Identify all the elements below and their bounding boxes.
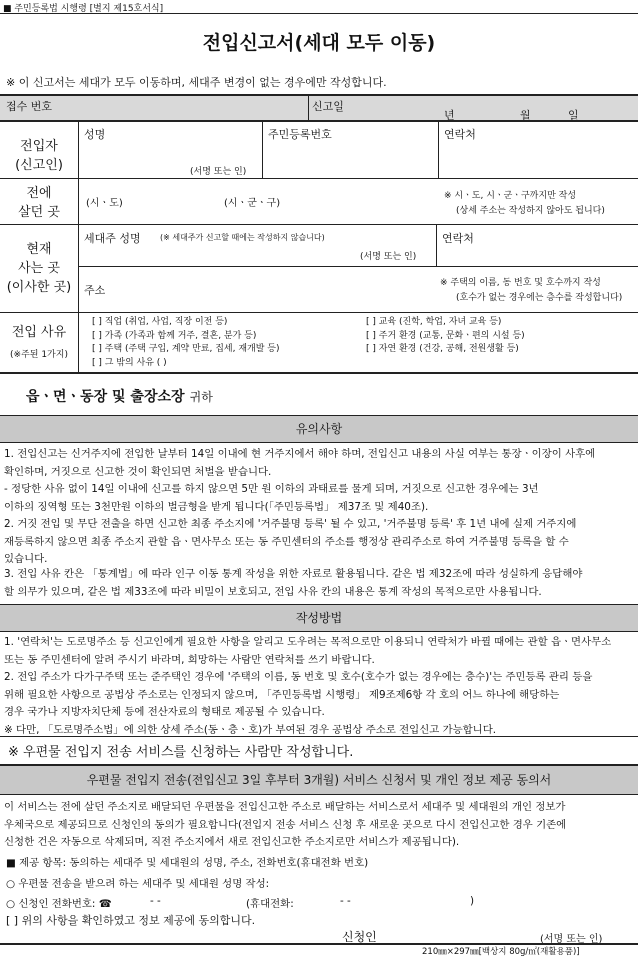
caution-item-1: 1. 전입신고는 신거주지에 전입한 날부터 14일 이내에 현 거주지에서 해야 하며, 전입신고 내용의 사실 여부는 통장ㆍ이장이 사후에 확인하며, 거짓으로 신고한 것이 확인되면 처벌을 받습니다. [4, 448, 596, 478]
household-head-field[interactable] [80, 244, 434, 266]
date-day-unit: 일 [568, 109, 579, 122]
date-month-unit: 월 [520, 109, 531, 122]
consent-checkbox[interactable]: [ ] 위의 사항을 확인하였고 정보 제공에 동의합니다. [6, 914, 256, 927]
reporter-label: 전입자 (신고인) [15, 139, 63, 173]
current-contact-label: 연락처 [442, 232, 474, 245]
household-head-note: (※ 세대주가 신고할 때에는 작성하지 않습니다) [160, 233, 325, 242]
provided-items: ■ 제공 항목: 동의하는 세대주 및 세대원의 성명, 주소, 전화번호(휴대전화 번호) [6, 857, 369, 869]
current-contact-field[interactable] [438, 244, 636, 266]
applicant-label: 신청인 [342, 930, 377, 944]
reason-option-other[interactable]: [ ] 그 밖의 사유 ( ) [92, 357, 167, 368]
current-address-field[interactable] [80, 268, 430, 310]
reporter-contact-field[interactable] [440, 140, 636, 176]
reporter-name-label: 성명 [84, 128, 106, 141]
applicant-sign-field[interactable] [390, 926, 535, 942]
reason-options-left [92, 316, 279, 370]
recipients-label: ○ 우편물 전송을 받으려 하는 세대주 및 세대원 성명 작성: [6, 878, 270, 890]
caution-item-2: 2. 거짓 전입 및 무단 전출을 하면 신고한 최종 주소지에 '거주불명 등록' 될 수 있고, '거주불명 등록' 후 1년 내에 실제 거주지에 재등록하지 않으면 최종 주소지 관할 읍ㆍ면사무소 또는 동 주민센터의 주소를 행정상 관리주소로 하여 거주불명 등록을 할 수 있습니다. [4, 518, 577, 565]
paper-spec: 210㎜×297㎜[백상지 80g/㎡(재활용품)] [422, 947, 580, 957]
receipt-number-label: 접수 번호 [6, 100, 53, 113]
postal-notice: ※ 우편물 전입지 전송 서비스를 신청하는 사람만 작성합니다. [8, 745, 354, 760]
move-reason-label: 전입 사유 (※주된 1가지) [10, 325, 68, 360]
household-head-sign-hint: (서명 또는 인) [360, 252, 417, 262]
household-head-label: 세대주 성명 [84, 232, 141, 245]
page-title: 전입신고서(세대 모두 이동) [202, 32, 436, 54]
reporter-sign-hint: (서명 또는 인) [190, 167, 247, 177]
recipients-field[interactable] [310, 872, 630, 888]
phone-label: ○ 신청인 전화번호: ☎ [6, 898, 112, 910]
mobile-close: ) [470, 895, 475, 907]
current-address-note: ※ 주택의 이름, 동 번호 및 호수까지 작성 [440, 278, 601, 288]
addressee: 읍ㆍ면ㆍ동장 및 출장소장 귀하 [26, 389, 213, 405]
current-address-note-detail: (호수가 없는 경우에는 층수를 작성합니다) [456, 293, 623, 303]
cautions-title: 유의사항 [0, 415, 638, 443]
previous-sigungu: (시ㆍ군ㆍ구) [224, 198, 281, 209]
mobile-field[interactable]: - - [340, 895, 351, 907]
current-address-label: 현재 사는 곳 (이사한 곳) [6, 242, 72, 295]
method-item-1: 1. '연락처'는 도로명주소 등 신고인에게 필요한 사항을 알리고 도우려는 목적으로만 이용되니 연락처가 바뀔 때에는 관할 읍ㆍ면사무소 또는 동 주민센터에 알려 주시기 바라며, 희망하는 사람만 연락처를 쓰기 바랍니다. [4, 636, 612, 666]
method-title: 작성방법 [0, 604, 638, 632]
reason-option-natural-env[interactable]: [ ] 자연 환경 (건강, 공해, 전원생활 등) [366, 344, 519, 354]
previous-sido: (시ㆍ도) [86, 198, 123, 209]
mobile-label: (휴대전화: [246, 898, 294, 910]
reason-options-right [366, 316, 525, 357]
postal-description: 이 서비스는 전에 살던 주소지로 배달되던 우편물을 전입신고한 주소로 배달하는 서비스로서 세대주 및 세대원의 개인 정보가 우체국으로 제공되므로 신청인의 동의가 필요합니다(전입지 전송 서비스 신청 후 새로운 곳으로 다시 전입신고한 경우 기존에 신청한 건은 자동으로 삭제되며, 직전 주소지에서 새로 전입신고한 주소지로만 서비스가 제공됩니다). [4, 801, 567, 848]
method-item-2: 2. 전입 주소가 다가구주택 또는 준주택인 경우에 '주택의 이름, 동 번호 및 호수(호수가 없는 경우에는 층수)'는 주민등록 관리 등을 위해 필요한 사항으로 공법상 주소로는 인정되지 않으며, 「주민등록법 시행령」 제9조제6항 각 호의 어느 하나에 해당하는 경우 국가나 지방자치단체 등에 전산자료의 형태로 제공될 수 있습니다. ※ 다만, 「도로명주소법」에 의한 상세 주소(동ㆍ층ㆍ호)가 부여된 경우 공법상 주소로 전입신고 가능합니다. [4, 671, 593, 736]
reason-option-housing[interactable]: [ ] 주택 (주택 구입, 계약 만료, 집세, 재개발 등) [92, 344, 280, 354]
applicant-sign-hint: (서명 또는 인) [540, 934, 603, 945]
date-year-unit: 년 [444, 109, 455, 122]
reporter-rrn-label: 주민등록번호 [268, 128, 332, 141]
reason-option-job[interactable]: [ ] 직업 (취업, 사업, 직장 이전 등) [92, 317, 228, 327]
caution-item-1-sub: - 정당한 사유 없이 14일 이내에 신고를 하지 않으면 5만 원 이하의 과태료를 물게 되며, 거짓으로 신고한 경우에는 3년 이하의 징역형 또는 3천만원 이하의 벌금형을 받게 됩니다(「주민등록법」 제37조 및 제40조). [4, 483, 539, 513]
phone-field[interactable]: - - [150, 895, 161, 907]
reason-option-family[interactable]: [ ] 가족 (가족과 함께 거주, 결혼, 분가 등) [92, 330, 257, 341]
previous-address-label: 전에 살던 곳 [18, 186, 60, 220]
reporter-rrn-field[interactable] [264, 140, 436, 176]
form-reference: ■ 주민등록법 시행령 [별지 제15호서식] [3, 4, 164, 14]
caution-item-3: 3. 전입 사유 칸은 「통계법」에 따라 인구 이동 통계 작성을 위한 자료로 활용됩니다. 같은 법 제32조에 따라 성실하게 응답해야 할 의무가 있으며, 같은 법 제33조에 따라 비밀이 보호되고, 전입 사유 칸의 내용은 통계 작성의 목적으로만 사용됩니다. [4, 568, 583, 598]
previous-note-detail: (상세 주소는 작성하지 않아도 됩니다) [456, 206, 605, 216]
reporter-contact-label: 연락처 [444, 128, 476, 141]
previous-note: ※ 시ㆍ도, 시ㆍ군ㆍ구까지만 작성 [444, 191, 577, 201]
report-date-label: 신고일 [312, 100, 344, 113]
reason-option-living-env[interactable]: [ ] 주거 환경 (교통, 문화ㆍ편의 시설 등) [366, 330, 525, 341]
reason-option-education[interactable]: [ ] 교육 (진학, 학업, 자녀 교육 등) [366, 317, 502, 327]
current-address-field-label: 주소 [84, 284, 106, 297]
notice: ※ 이 신고서는 세대가 모두 이동하며, 세대주 변경이 없는 경우에만 작성합니다. [6, 76, 387, 89]
postal-title: 우편물 전입지 전송(전입신고 3일 후부터 3개월) 서비스 신청서 및 개인 정보 제공 동의서 [0, 764, 638, 795]
